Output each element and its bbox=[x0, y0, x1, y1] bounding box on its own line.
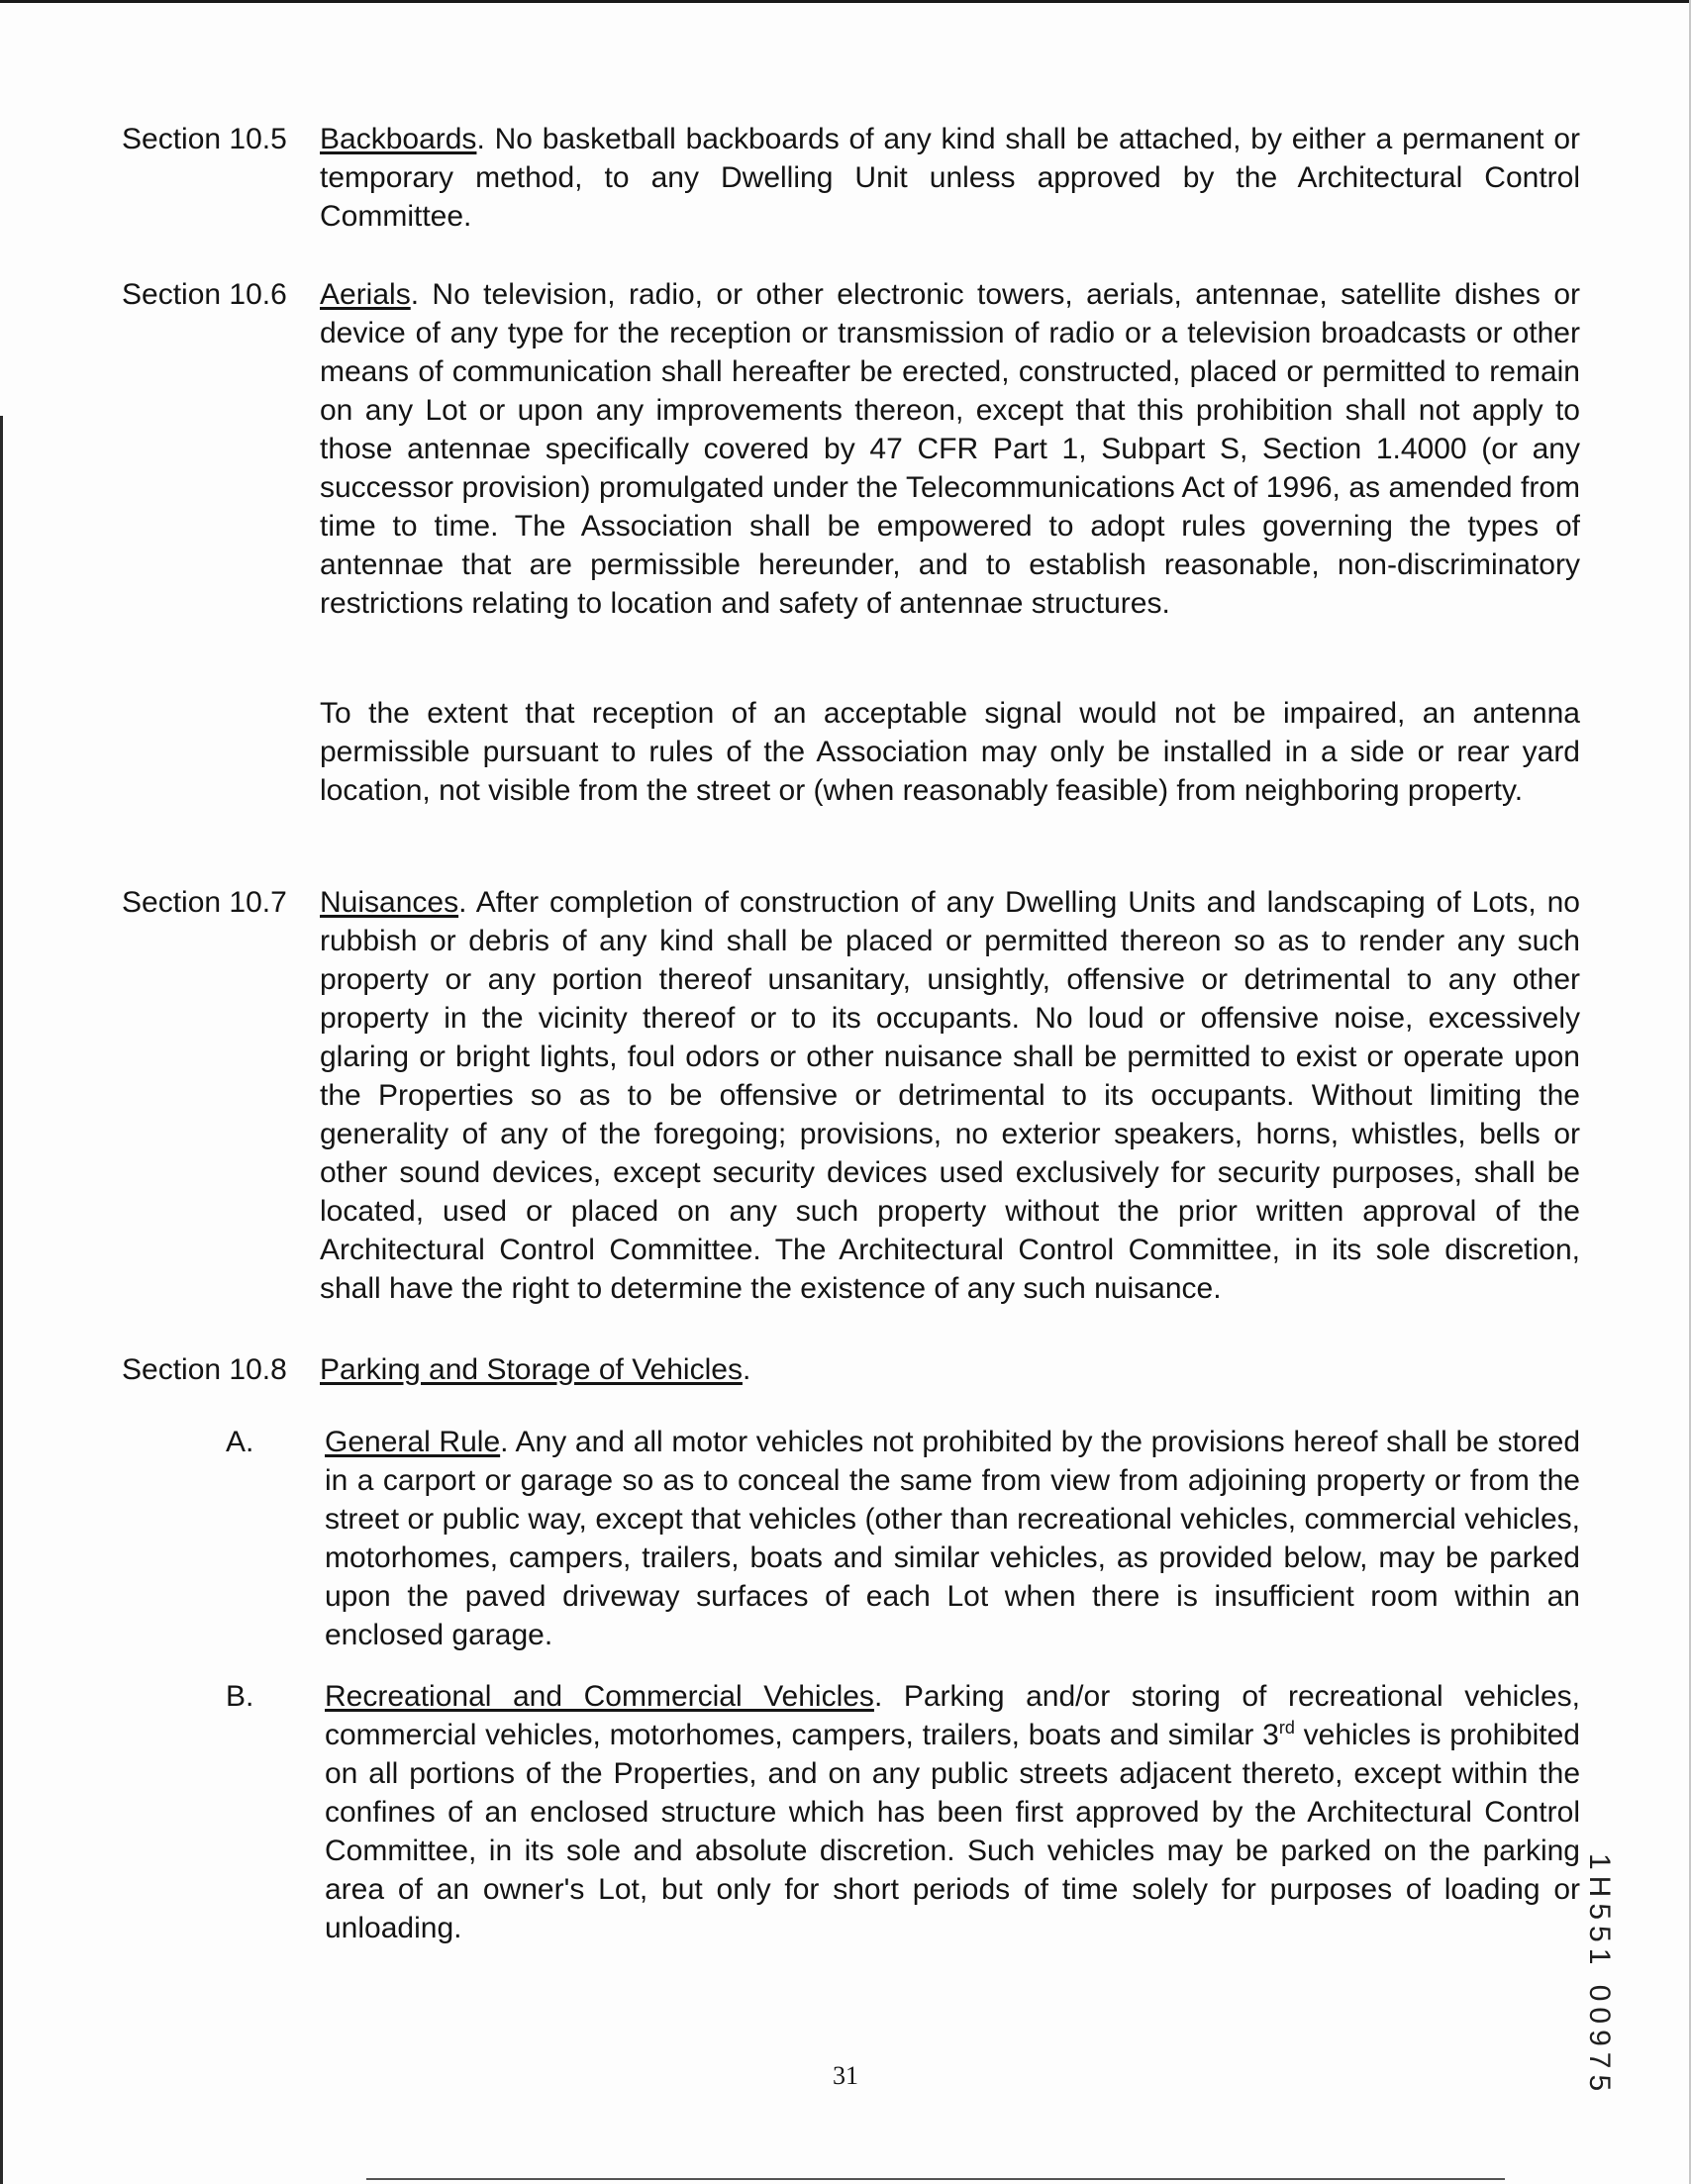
page-edge-left bbox=[0, 416, 3, 2184]
section-10-6-body bbox=[320, 275, 1580, 623]
section-10-6-text: . No television, radio, or other electronic towers, aerials, antennae, satellite dishes or device of any type for the reception or transmission of radio or a television broadcasts or other means of communication shall hereafter be erected, constructed, placed or permitted to remain on any Lot or upon any improvements thereon, except that this prohibition shall not apply to those antennae specifically covered by 47 CFR Part 1, Subpart S, Section 1.4000 (or any successor provision) promulgated under the Telecommunications Act of 1996, as amended from time to time. The Association shall be empowered to adopt rules governing the types of antennae that are permissible hereunder, and to establish reasonable, non-discriminatory restrictions relating to location and safety of antennae structures. bbox=[320, 278, 1580, 620]
section-10-8-label: Section 10.8 bbox=[122, 1353, 287, 1386]
section-10-8-body bbox=[320, 1350, 1580, 1389]
section-10-5-heading: Backboards bbox=[320, 123, 477, 155]
section-10-5-label: Section 10.5 bbox=[122, 123, 287, 155]
item-b-text-1: . Parking and/or storing of recreational vehicles, commercial vehicles, motorhomes, campers, trailers, boats and similar 3 bbox=[325, 1680, 1580, 1751]
section-10-7-text: . After completion of construction of any Dwelling Units and landscaping of Lots, no rubbish or debris of any kind shall be placed or permitted thereon so as to render any such property or any portion thereof unsanitary, unsightly, offensive or detrimental to any other property in the vicinity thereof or to its occupants. No loud or offensive noise, excessively glaring or bright lights, foul odors or other nuisance shall be permitted to exist or operate upon the Properties so as to be offensive or detrimental to its occupants. Without limiting the generality of any of the foregoing; provisions, no exterior speakers, horns, whistles, bells or other sound devices, except security devices used exclusively for security purposes, shall be located, used or placed on any such property without the prior written approval of the Architectural Control Committee. The Architectural Control Committee, in its sole discretion, shall have the right to determine the existence of any such nuisance. bbox=[320, 886, 1580, 1305]
section-10-5-text: . No basketball backboards of any kind shall be attached, by either a permanent or temporary method, to any Dwelling Unit unless approved by the Architectural Control Committee. bbox=[320, 123, 1580, 233]
item-b-heading: Recreational and Commercial Vehicles bbox=[325, 1680, 874, 1713]
section-10-7-body bbox=[320, 883, 1580, 1308]
item-a-text: . Any and all motor vehicles not prohibited by the provisions hereof shall be stored in a carport or garage so as to conceal the same from view from adjoining property or from the street or public way, except that vehicles (other than recreational vehicles, commercial vehicles, motorhomes, campers, trailers, boats and similar vehicles, as provided below, may be parked upon the paved driveway surfaces of each Lot when there is insufficient room within an enclosed garage. bbox=[325, 1426, 1581, 1651]
section-10-7-label: Section 10.7 bbox=[122, 886, 287, 919]
section-10-8-text: . bbox=[742, 1353, 751, 1386]
section-10-5-body bbox=[320, 120, 1580, 236]
recording-stamp: 1H551 00975 bbox=[1583, 1853, 1616, 2098]
section-10-7-heading: Nuisances bbox=[320, 886, 459, 919]
item-b-superscript: rd bbox=[1278, 1718, 1295, 1737]
item-b-body bbox=[325, 1677, 1580, 1947]
item-a-body bbox=[325, 1423, 1580, 1654]
section-10-6-paragraph-2: To the extent that reception of an acceptable signal would not be impaired, an antenna permissible pursuant to rules of the Association may only be installed in a side or rear yard location, not visible from the street or (when reasonably feasible) from neighboring property. bbox=[320, 697, 1580, 807]
section-10-6-heading: Aerials bbox=[320, 278, 411, 311]
item-a-letter: A. bbox=[226, 1426, 254, 1458]
section-10-6-label: Section 10.6 bbox=[122, 278, 287, 311]
page-number: 31 bbox=[833, 2061, 858, 2090]
item-b-text-2: vehicles is prohibited on all portions of the Properties, and on any public streets adjacent thereto, except within the confines of an enclosed structure which has been first approved by the Architectural Control Committee, in its sole and absolute discretion. Such vehicles may be parked on the parking area of an owner's Lot, but only for short periods of time solely for purposes of loading or unloading. bbox=[325, 1719, 1580, 1944]
item-a-heading: General Rule bbox=[325, 1426, 501, 1458]
item-b-letter: B. bbox=[226, 1680, 254, 1713]
section-10-8-heading: Parking and Storage of Vehicles bbox=[320, 1353, 743, 1386]
page-edge-bottom bbox=[366, 2178, 1505, 2180]
page-edge-top bbox=[0, 0, 1691, 3]
